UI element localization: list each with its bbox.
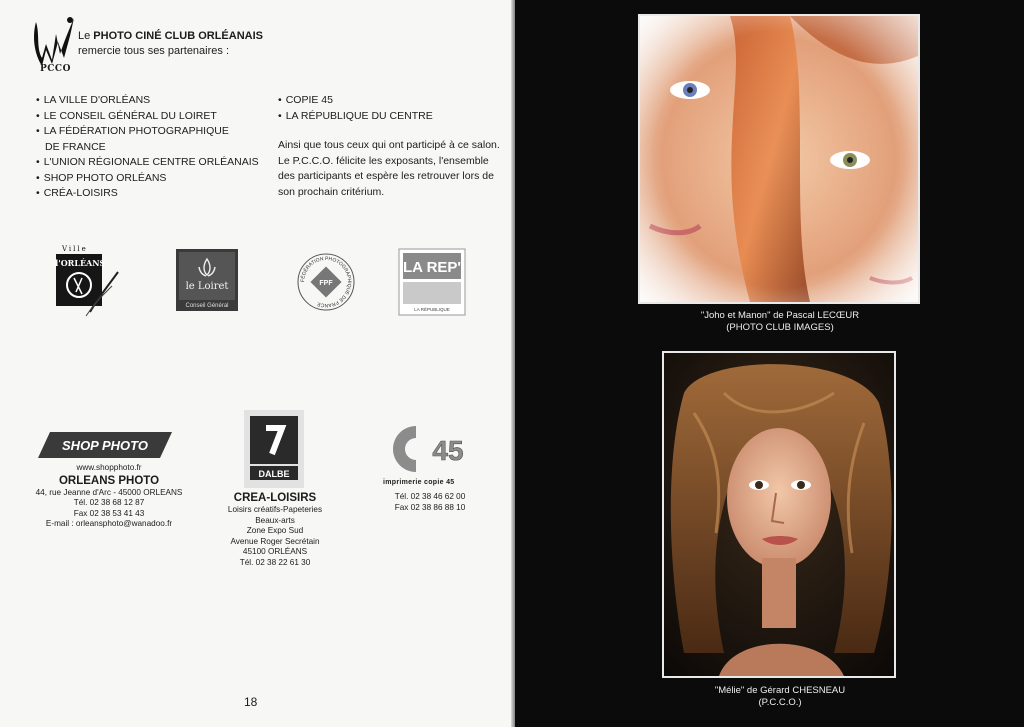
list-item: • LA VILLE D'ORLÉANS [36, 93, 259, 109]
svg-text:Ville: Ville [62, 245, 88, 253]
dalbe-logo [244, 410, 304, 488]
shop-photo-contact [14, 463, 204, 530]
list-item: • CRÉA-LOISIRS [36, 186, 259, 202]
svg-text:SHOP PHOTO: SHOP PHOTO [62, 438, 148, 453]
crea-line: Zone Expo Sud [246, 526, 304, 535]
photo-1-caption [635, 310, 925, 334]
copie45-caption: imprimerie copie 45 [383, 479, 455, 486]
copie-tel: Tél. 02 38 46 62 00 [394, 492, 466, 501]
crea-line: Avenue Roger Secrétain [230, 536, 320, 546]
shop-website: www.shopphoto.fr [76, 463, 142, 472]
header-title: Le PHOTO CINÉ CLUB ORLÉANAIS [78, 30, 263, 42]
photo-1-title: "Joho et Manon" de Pascal LECŒUR [700, 310, 860, 321]
shop-photo-banner [38, 430, 172, 460]
svg-text:LA REP': LA REP' [402, 259, 462, 276]
svg-text:FÉDÉRATION PHOTOGRAPHIQUE DE F: FÉDÉRATION PHOTOGRAPHIQUE DE FRANCE [299, 255, 353, 309]
crea-loisirs-contact [195, 491, 355, 568]
svg-text:le Loiret: le Loiret [185, 281, 229, 292]
right-page [515, 0, 1024, 727]
crea-name: CREA-LOISIRS [233, 492, 317, 504]
photo-joho-et-manon [638, 14, 920, 304]
svg-text:FPF: FPF [319, 280, 333, 287]
partners-list-right [278, 93, 433, 124]
club-name: PHOTO CINÉ CLUB ORLÉANAIS [93, 30, 263, 42]
page-number: 18 [244, 695, 258, 709]
list-item: • LA RÉPUBLIQUE DU CENTRE [278, 109, 433, 125]
shop-email: E-mail : orleansphoto@wanadoo.fr [45, 519, 173, 528]
copie-fax: Fax 02 38 86 88 10 [394, 502, 466, 512]
copie45-logo [386, 420, 478, 478]
shop-address: 44, rue Jeanne d'Arc - 45000 ORLEANS [35, 487, 183, 497]
svg-text:45: 45 [432, 435, 464, 466]
svg-text:Conseil Général: Conseil Général [185, 303, 229, 309]
shop-name: ORLEANS PHOTO [58, 474, 160, 487]
svg-text:LA RÉPUBLIQUE: LA RÉPUBLIQUE [414, 307, 450, 312]
header-subtitle: remercie tous ses partenaires : [78, 45, 230, 57]
crea-line: 45100 ORLÉANS [242, 547, 308, 556]
closing-paragraph: Ainsi que tous ceux qui ont participé à ce salon. Le P.C.C.O. félicite les exposants, l'ensemble des participants et espère les retrouver lors de son prochain critérium. [278, 139, 500, 198]
partners-list-left [36, 93, 259, 202]
shop-fax: Fax 02 38 53 41 43 [73, 508, 145, 518]
ville-orleans-logo [52, 242, 120, 318]
svg-text:d'ORLÉANS: d'ORLÉANS [52, 258, 106, 268]
photo-2-title: "Mélie" de Gérard CHESNEAU [714, 685, 846, 696]
list-item: • LA FÉDÉRATION PHOTOGRAPHIQUE [36, 124, 259, 140]
list-item: • LE CONSEIL GÉNÉRAL DU LOIRET [36, 109, 259, 125]
list-item: DE FRANCE [45, 140, 106, 153]
fpf-logo [296, 252, 356, 312]
copie45-contact [380, 492, 480, 513]
club-logo-label: PCCO [40, 64, 71, 74]
shop-tel: Tél. 02 38 68 12 87 [73, 498, 145, 507]
photo-2-caption [635, 685, 925, 709]
loiret-logo [176, 249, 238, 311]
list-item: • COPIE 45 [278, 93, 433, 109]
photo-2-club: (P.C.C.O.) [758, 697, 802, 708]
la-republique-logo [398, 248, 466, 316]
photo-1-club: (PHOTO CLUB IMAGES) [726, 322, 834, 333]
crea-tel: Tél. 02 38 22 61 30 [239, 557, 311, 567]
photo-melie [662, 351, 896, 678]
svg-text:DALBE: DALBE [258, 469, 290, 479]
crea-line: Loisirs créatifs-Papeteries [227, 505, 323, 514]
crea-line: Beaux-arts [255, 515, 295, 525]
list-item: • L'UNION RÉGIONALE CENTRE ORLÉANAIS [36, 155, 259, 171]
list-item: • SHOP PHOTO ORLÉANS [36, 171, 259, 187]
